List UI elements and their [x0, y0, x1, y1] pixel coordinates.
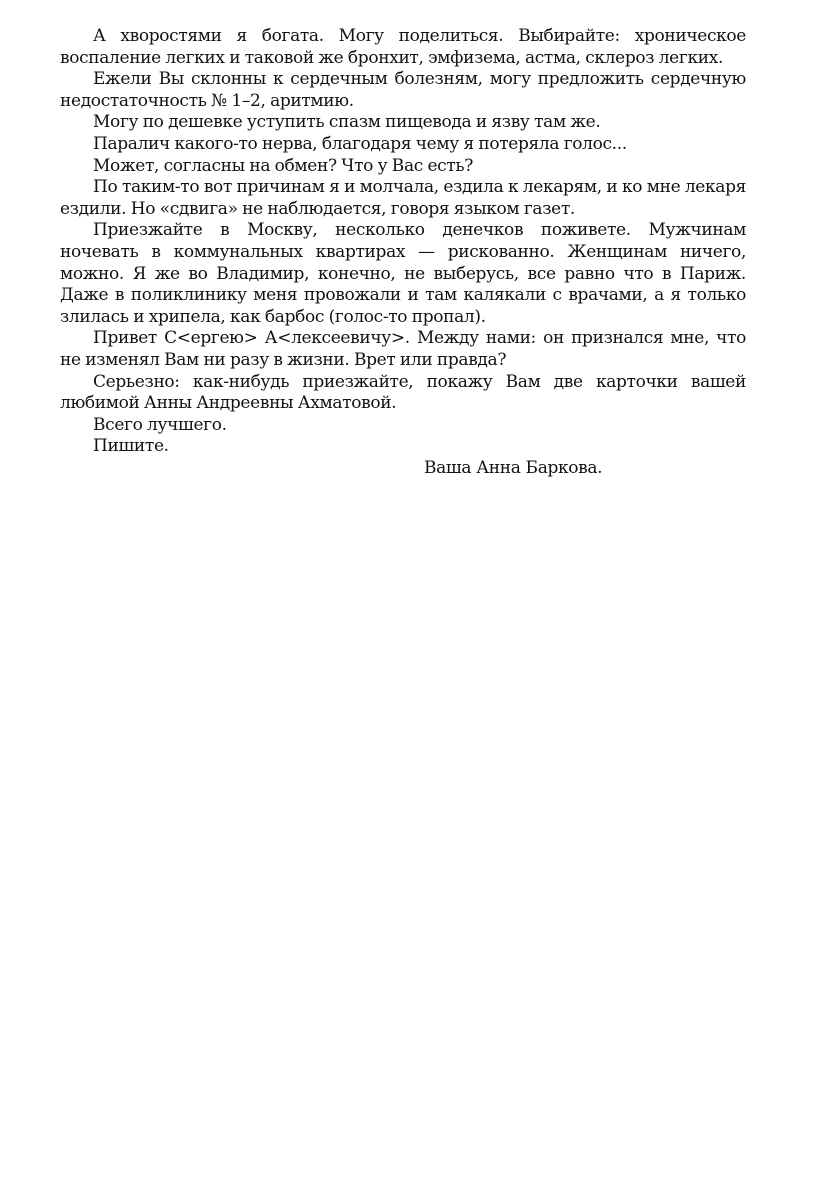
- paragraph-akhmatova-photos: Серьезно: как-нибудь приезжайте, покажу Вам две карточки вашей любимой Анны Андреевны Ахматовой.: [60, 371, 746, 414]
- paragraph-ailments-lungs: А хворостями я богата. Могу поделиться. Выбирайте: хроническое воспаление легких и таковой же бронхит, эмфизема, астма, склероз легких.: [60, 26, 746, 68]
- paragraph-ailments-esophagus: Могу по дешевке уступить спазм пищевода и язву там же.: [93, 112, 601, 133]
- paragraph-farewell: Всего лучшего.: [93, 414, 227, 435]
- signature: Ваша Анна Баркова.: [424, 457, 603, 478]
- paragraph-reasons: По таким-то вот причинам я и молчала, ездила к лекарям, и ко мне лекаря ездили. Но «сдвига» не наблюдается, говоря языком газет.: [60, 177, 746, 219]
- paragraph-exchange: Может, согласны на обмен? Что у Вас есть?: [93, 155, 474, 176]
- paragraph-write: Пишите.: [93, 436, 169, 457]
- paragraph-invitation: Приезжайте в Москву, несколько денечков поживете. Мужчинам ночевать в коммунальных квартирах — рискованно. Женщинам ничего, можно. Я же во Владимир, конечно, не выберусь, все равно что в Париж. Даже в поликлинику меня провожали и там калякали с врачами, а я только злилась и хрипела, как барбос (голос-то пропал).: [60, 220, 746, 327]
- paragraph-greeting: Привет С<ергею> А<лексеевичу>. Между нами: он признался мне, что не изменял Вам ни разу в жизни. Врет или правда?: [60, 328, 746, 370]
- paragraph-paralysis: Паралич какого-то нерва, благодаря чему я потеряла голос...: [93, 133, 627, 154]
- paragraph-ailments-heart: Ежели Вы склонны к сердечным болезням, могу предложить сердечную недостаточность № 1–2, аритмию.: [60, 69, 746, 111]
- letter-page: [60, 26, 746, 479]
